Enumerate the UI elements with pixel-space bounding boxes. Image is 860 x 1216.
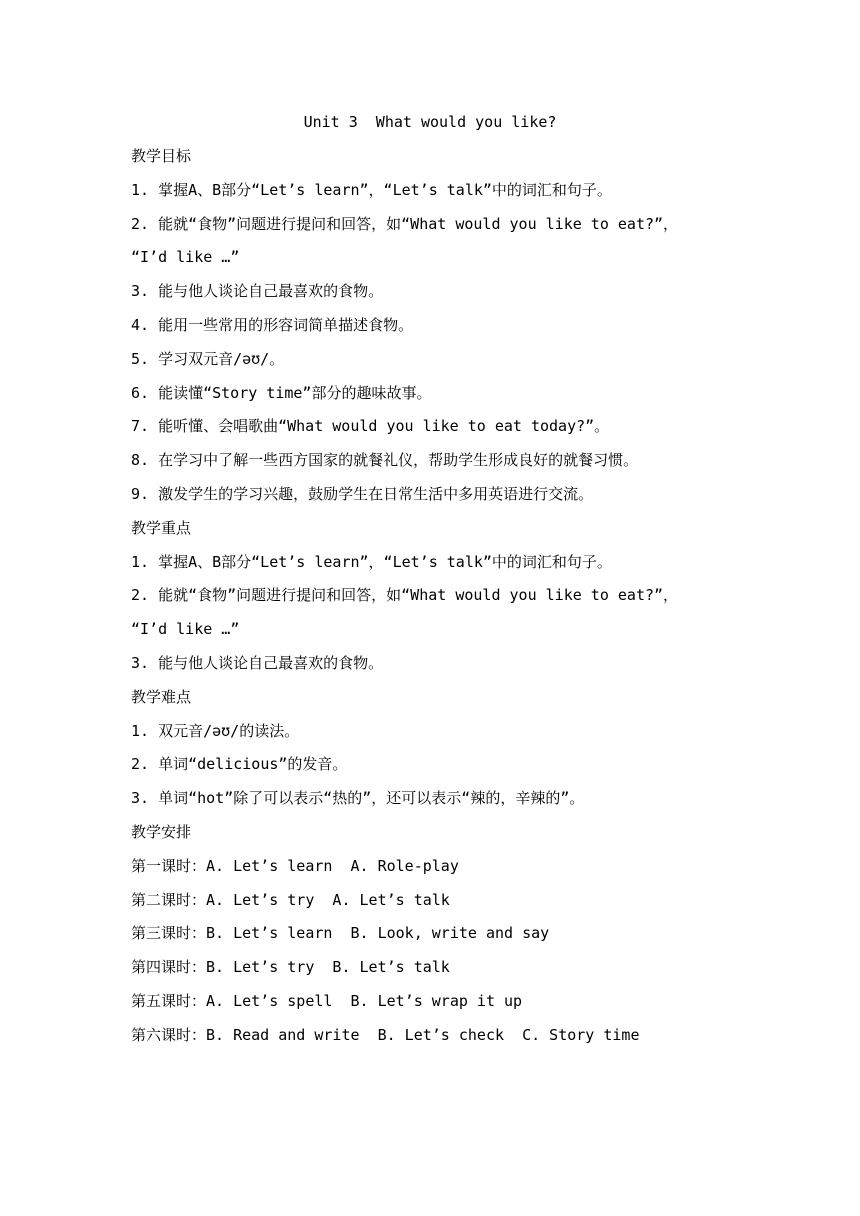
section-key-points (131, 517, 731, 686)
objective-line: “I’d like …” (131, 248, 240, 267)
key-point-line: 1. 掌握A、B部分“Let’s learn”，“Let’s talk”中的词汇和句子。 (131, 552, 612, 571)
section-schedule (131, 821, 731, 1058)
document-body (131, 145, 731, 1058)
objective-line: 1. 掌握A、B部分“Let’s learn”，“Let’s talk”中的词汇和句子。 (131, 180, 612, 199)
section-teaching-objectives (131, 145, 731, 517)
objective-line: 5. 学习双元音/əʊ/。 (131, 349, 285, 368)
objective-line: 3. 能与他人谈论自己最喜欢的食物。 (131, 282, 384, 301)
objective-line: 6. 能读懂“Story time”部分的趣味故事。 (131, 383, 432, 402)
difficulty-line: 2. 单词“delicious”的发音。 (131, 755, 348, 774)
schedule-line: 第二课时：A. Let’s try A. Let’s talk (131, 890, 450, 909)
objective-line: 2. 能就“食物”问题进行提问和回答，如“What would you like to eat?”， (131, 214, 679, 233)
key-point-line: 2. 能就“食物”问题进行提问和回答，如“What would you like to eat?”， (131, 586, 679, 605)
section-heading: 教学安排 (131, 822, 192, 841)
objective-line: 4. 能用一些常用的形容词简单描述食物。 (131, 315, 414, 334)
schedule-line: 第四课时：B. Let’s try B. Let’s talk (131, 958, 450, 977)
objective-line: 9. 激发学生的学习兴趣，鼓励学生在日常生活中多用英语进行交流。 (131, 484, 594, 503)
key-point-line: “I’d like …” (131, 620, 240, 639)
document-title: Unit 3 What would you like? (303, 113, 557, 131)
difficulty-line: 1. 双元音/əʊ/的读法。 (131, 721, 300, 740)
section-heading: 教学难点 (131, 687, 192, 706)
objective-line: 7. 能听懂、会唱歌曲“What would you like to eat today?”。 (131, 417, 610, 436)
schedule-line: 第三课时：B. Let’s learn B. Look, write and say (131, 924, 550, 943)
schedule-line: 第六课时：B. Read and write B. Let’s check C. Story time (131, 1025, 640, 1044)
schedule-line: 第一课时：A. Let’s learn A. Role-play (131, 856, 459, 875)
schedule-line: 第五课时：A. Let’s spell B. Let’s wrap it up (131, 991, 523, 1010)
section-difficulties (131, 686, 731, 821)
section-heading: 教学重点 (131, 518, 192, 537)
objective-line: 8. 在学习中了解一些西方国家的就餐礼仪，帮助学生形成良好的就餐习惯。 (131, 451, 639, 470)
key-point-line: 3. 能与他人谈论自己最喜欢的食物。 (131, 653, 384, 672)
section-heading: 教学目标 (131, 147, 192, 165)
difficulty-line: 3. 单词“hot”除了可以表示“热的”，还可以表示“辣的，辛辣的”。 (131, 789, 585, 808)
